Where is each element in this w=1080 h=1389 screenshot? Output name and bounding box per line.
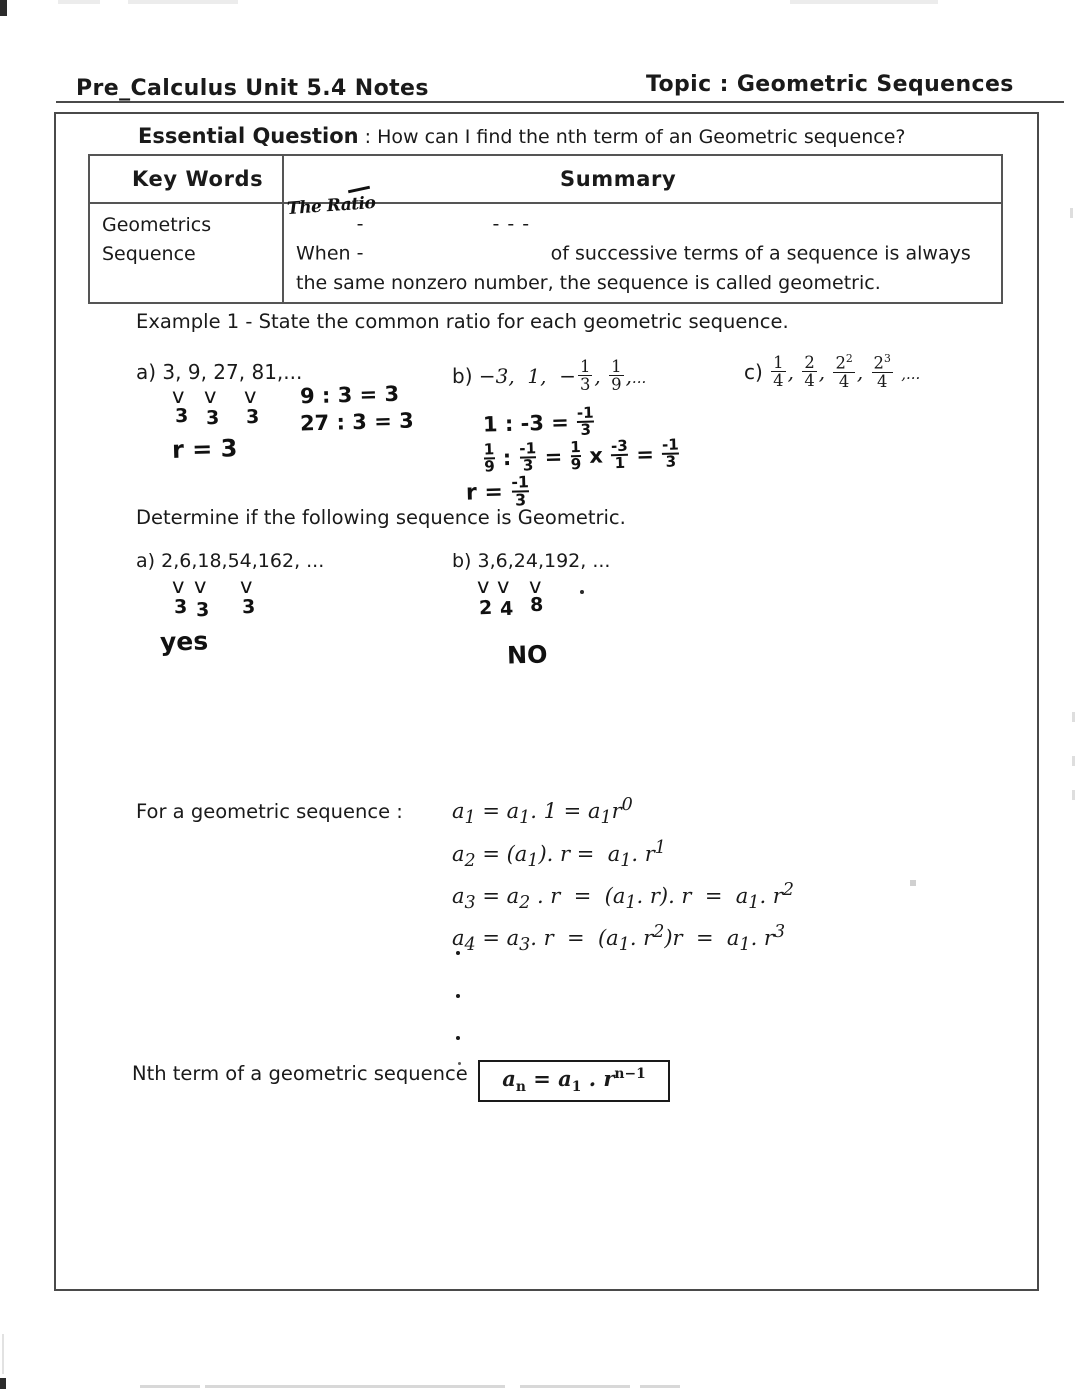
vertical-ellipsis-dot bbox=[456, 994, 460, 998]
ratio-arrow-mark: v bbox=[172, 384, 185, 408]
scan-artifact-bottom-speck bbox=[140, 1385, 200, 1388]
scan-artifact-bottom-left bbox=[0, 1378, 6, 1389]
ratio-value: 3 bbox=[245, 405, 260, 429]
ratio-value: 3 bbox=[174, 404, 189, 428]
ratio-arrow-mark: v bbox=[204, 384, 217, 408]
page-title-right: Topic : Geometric Sequences bbox=[646, 72, 1014, 97]
part-c-label: c) bbox=[744, 359, 763, 384]
part-b-label: b) bbox=[452, 364, 473, 389]
answer-ratio-b: r = $\frac{-1}{3}$ bbox=[465, 472, 530, 510]
example1-part-a-sequence bbox=[136, 360, 302, 384]
table-horizontal-divider bbox=[90, 202, 1001, 204]
work-line-a2: 27 : 3 = 3 bbox=[299, 408, 414, 436]
handwritten-fraction: $\frac{-1}{3}$ bbox=[661, 435, 679, 471]
summary-prefix: When bbox=[296, 242, 351, 265]
scan-artifact-bottom-speck bbox=[520, 1385, 630, 1388]
blank-dashes-left: - bbox=[356, 213, 365, 235]
ratio-arrow-mark: v bbox=[477, 574, 490, 598]
determine-prompt: Determine if the following sequence is Geometric. bbox=[136, 506, 626, 529]
header-rule bbox=[56, 101, 1064, 103]
handwritten-fraction: $\frac{-1}{3}$ bbox=[519, 439, 537, 475]
det-b-terms: 3,6,24,192, ... bbox=[477, 550, 611, 572]
derivation-equation-4: $a_4 = a_3$. $r = (a_1$. $r^2)r = a_1$. $r^3$ bbox=[452, 922, 786, 956]
answer-determine-b: NO bbox=[506, 640, 548, 670]
table-header-key-words: Key Words bbox=[132, 167, 264, 191]
margin-fleck bbox=[1070, 208, 1073, 218]
table-cell-summary bbox=[296, 210, 996, 298]
ratio-arrow-mark: v bbox=[497, 574, 510, 598]
ratio-value: 4 bbox=[499, 597, 514, 621]
determine-part-b-sequence bbox=[452, 550, 610, 572]
ratio-arrow-mark: v bbox=[244, 384, 257, 408]
handwritten-fraction: $\frac{-3}{1}$ bbox=[610, 436, 629, 473]
page-title-left: Pre_Calculus Unit 5.4 Notes bbox=[76, 76, 429, 101]
summary-fill-in-blank bbox=[357, 210, 545, 269]
blank-dashes-right: - - - - bbox=[356, 213, 531, 265]
scan-artifact-bottom-speck bbox=[640, 1385, 680, 1388]
scan-artifact-edge-line bbox=[2, 1334, 4, 1374]
vertical-ellipsis-dot bbox=[456, 1036, 460, 1040]
derivation-equation-1: $a_1 = a_1$. $1 = a_1r^0$ bbox=[452, 795, 633, 829]
ratio-arrow-mark: v bbox=[240, 574, 253, 598]
det-a-label: a) bbox=[136, 550, 156, 572]
derivation-equation-2: $a_2 = (a_1)$. $r = a_1$. $r^1$ bbox=[452, 838, 666, 872]
answer-ratio-a: r = 3 bbox=[171, 434, 238, 464]
margin-fleck bbox=[1072, 712, 1075, 722]
scan-artifact-bottom-speck bbox=[205, 1385, 505, 1388]
table-vertical-divider bbox=[282, 156, 284, 302]
handwritten-fraction: $\frac{1}{9}$ bbox=[570, 438, 582, 474]
summary-rest: of successive terms of a sequence is always the same nonzero number, the sequence is called geometric. bbox=[296, 242, 971, 294]
det-a-terms: 2,6,18,54,162, ... bbox=[161, 550, 325, 572]
work-line-b2: $\frac{1}{9}$ : $\frac{-1}{3}$ = $\frac{1}{9}$ x $\frac{-3}{1}$ = $\frac{-1}{3}$ bbox=[483, 435, 679, 476]
scan-artifact-top-speck bbox=[58, 0, 100, 4]
part-a-terms: 3, 9, 27, 81,... bbox=[162, 360, 303, 384]
handwritten-fraction: $\frac{-1}{3}$ bbox=[576, 403, 594, 440]
nth-term-formula: $a_n = a_1$ . $r^{n-1}$ bbox=[502, 1066, 646, 1096]
example1-part-c-sequence bbox=[744, 352, 921, 392]
handwritten-blank-answer: The Ratio bbox=[286, 192, 377, 220]
ratio-arrow-mark: v bbox=[529, 574, 542, 598]
determine-part-a-sequence bbox=[136, 550, 324, 572]
table-header-summary: Summary bbox=[560, 167, 677, 191]
det-b-label: b) bbox=[452, 550, 472, 572]
part-b-terms: −3, 1, − $\frac{1}{3}$ , $\frac{1}{9}$ ,... bbox=[478, 357, 647, 395]
ratio-value: 3 bbox=[173, 595, 188, 619]
ratio-arrow-mark: v bbox=[194, 574, 207, 598]
ratio-value: 2 bbox=[478, 596, 493, 620]
example1-prompt: Example 1 - State the common ratio for each geometric sequence. bbox=[136, 310, 789, 333]
work-line-a1: 9 : 3 = 3 bbox=[299, 381, 400, 409]
handwritten-fraction: $\frac{-1}{3}$ bbox=[511, 472, 530, 510]
ratio-value: 3 bbox=[241, 595, 256, 619]
nth-term-label: Nth term of a geometric sequence bbox=[132, 1062, 468, 1085]
key-word-sequence: Sequence bbox=[102, 243, 196, 266]
scan-artifact-top-left bbox=[0, 0, 7, 16]
essential-question-text: : How can I find the nth term of an Geometric sequence? bbox=[364, 126, 906, 148]
scan-artifact-top-speck bbox=[128, 0, 238, 4]
derivation-equation-3: $a_3 = a_2$ . $r = (a_1$. r). $r = a_1$. $r^2$ bbox=[452, 880, 794, 914]
ratio-value: 8 bbox=[529, 593, 544, 617]
ratio-value: 3 bbox=[195, 598, 210, 622]
scan-artifact-top-speck bbox=[790, 0, 938, 4]
ratio-arrow-mark: v bbox=[172, 574, 185, 598]
part-c-terms: $\frac{1}{4}$ , $\frac{2}{4}$ , $\frac{2^2}{4}$ , $\frac{2^3}{4}$ ,... bbox=[773, 352, 921, 391]
derivation-label: For a geometric sequence : bbox=[136, 800, 403, 823]
ratio-value: 3 bbox=[205, 406, 220, 430]
work-line-b1: 1 : -3 = $\frac{-1}{3}$ bbox=[482, 403, 594, 440]
nth-term-formula-box bbox=[478, 1060, 670, 1102]
example1-part-b-sequence bbox=[452, 357, 647, 395]
margin-fleck bbox=[1072, 790, 1075, 800]
margin-fleck bbox=[1072, 756, 1075, 766]
essential-question-label: Essential Question bbox=[138, 124, 359, 148]
vertical-ellipsis-dot bbox=[456, 951, 460, 955]
answer-determine-a: yes bbox=[159, 626, 209, 657]
key-word-geometrics: Geometrics bbox=[102, 214, 212, 236]
key-words-table bbox=[88, 154, 1003, 304]
essential-question bbox=[138, 124, 998, 148]
part-a-label: a) bbox=[136, 360, 157, 384]
handwritten-fraction: $\frac{1}{9}$ bbox=[483, 440, 495, 476]
table-cell-key-words bbox=[102, 211, 211, 270]
